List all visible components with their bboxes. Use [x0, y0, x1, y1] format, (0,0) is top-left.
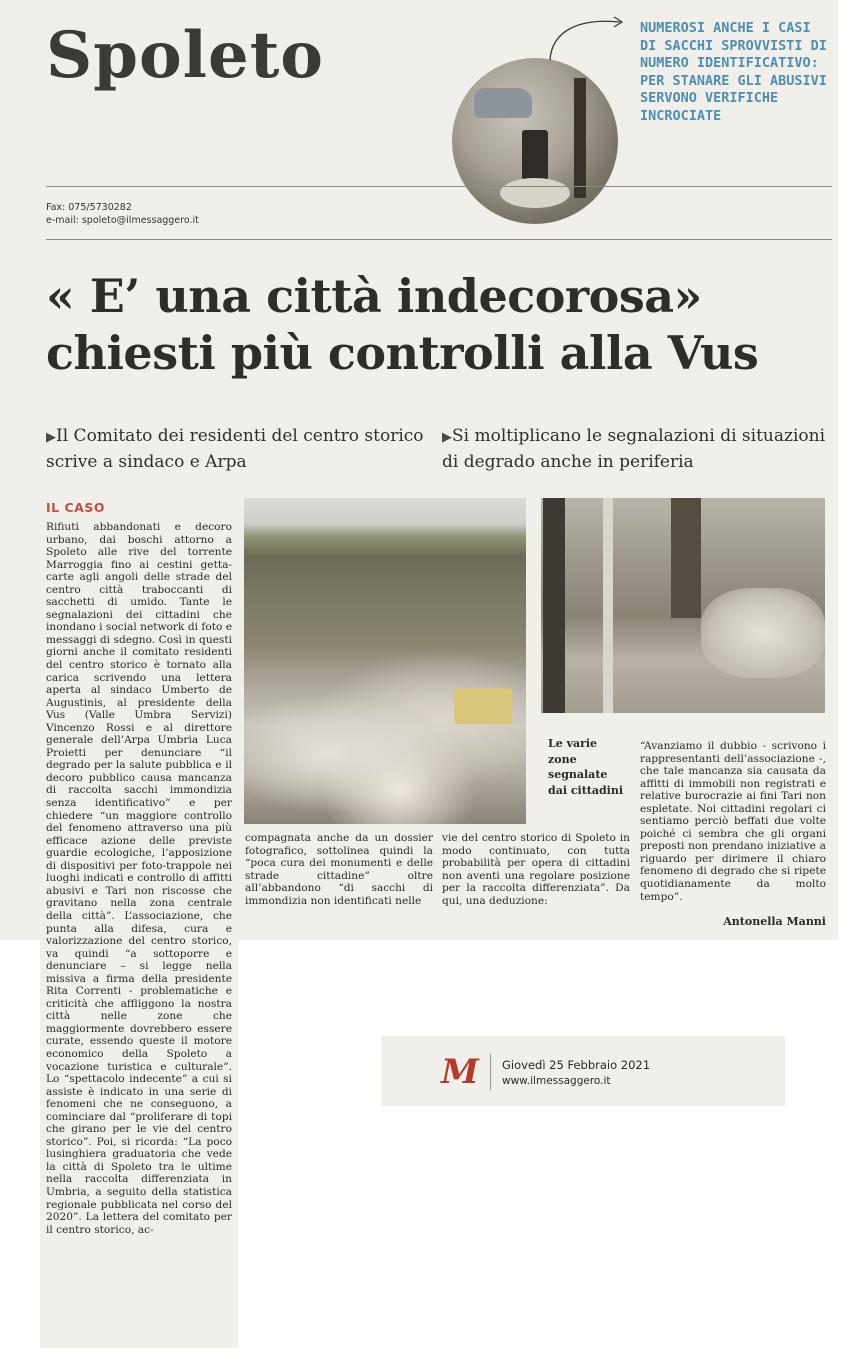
- tree-trunk: [543, 498, 565, 713]
- issue-date: Giovedì 25 Febbraio 2021: [502, 1058, 651, 1072]
- subhead-2-text: Si moltiplicano le segnalazioni di situazioni di degrado anche in periferia: [442, 426, 826, 472]
- photo-caption: Le varie zone segnalate dai cittadini: [548, 737, 624, 797]
- subhead-1-text: Il Comitato dei residenti del centro storico scrive a sindaco e Arpa: [46, 426, 424, 472]
- article-column-1-text: Rifiuti abbandonati e decoro urbano, dai boschi attorno a Spoleto alle rive del torrente Marroggia fino ai cestini getta-carte agli angoli delle strade del centro città traboccanti di sacchetti di umido. Tante le segnalazioni dei cittadini che inondano i social network di foto e messaggi di sdegno. Così in questi giorni anche il comitato residenti del centro storico è tornato alla carica scrivendo una lettera aperta al sindaco Umberto de Augustinis, al presidente della Vus (Valle Umbra Servizi) Vincenzo Rossi e al direttore generale dell’Arpa Umbria Luca Proietti per denunciare “il degrado per la salute pubblica e il decoro pubblico causa mancanza di raccolta sacchi immondizia senza identificativo” e per chiedere “un maggiore controllo del fenomeno attraverso una più efficace azione delle previste guardie ecologiche, l’apposizione di dispositivi per foto-trappole nei luoghi indicati e controllo di affitti abusivi e Tari non riscosse che gravitano nella zona centrale della città”. L’associazione, che punta alla difesa, cura e valorizzazione del centro storico, va quindi “a sottoporre e denunciare – si legge nella missiva a firma della presidente Rita Correnti - problematiche e criticità che affliggono la nostra città nelle zone che maggiormente dovrebbero essere curate, essendo queste il motore economico della Spoleto a vocazione turistica e culturale”. Lo “spettacolo indecente” a cui si assiste è indicato in una serie di fenomeni che ne conseguono, a cominciare dal “proliferare di topi che girano per le vie del centro storico”. Poi, si ricorda: “La poco lusinghiera graduatoria che vede la città di Spoleto tra le ultime nella raccolta differenziata in Umbria, a seguito della statistica regionale pubblicata nel corso del 2020”. La lettera del comitato per il centro storico, ac-: [46, 521, 232, 1236]
- article-column-2: [245, 832, 433, 936]
- article-column-4: [640, 740, 826, 920]
- article-column-2-text: compagnata anche da un dossier fotografico, sottolinea quindi la “poca cura dei monumenti e delle strade cittadine” oltre all’abbandono “di sacchi di immondizia non identificati nelle: [245, 832, 433, 907]
- litter-pile: [701, 588, 825, 678]
- website-url: www.ilmessaggero.it: [502, 1075, 611, 1087]
- headline-line-1: « E’ una città indecorosa»: [46, 269, 702, 323]
- teaser-text: NUMEROSI ANCHE I CASI DI SACCHI SPROVVISTI DI NUMERO IDENTIFICATIVO: PER STANARE GLI ABUSIVI SERVONO VERIFICHE INCROCIATE: [640, 20, 827, 124]
- email-address: e-mail: spoleto@ilmessaggero.it: [46, 215, 199, 226]
- article-column-3-text: vie del centro storico di Spoleto in modo continuato, con tutta probabilità per opera di cittadini non aventi una regolare posizione per la raccolta differenziata”. Da qui, una deduzione:: [442, 832, 630, 907]
- byline: Antonella Manni: [723, 915, 826, 928]
- curved-arrow-icon: [540, 10, 630, 70]
- triangle-bullet-icon: ▶: [442, 430, 452, 445]
- car-shape: [474, 88, 532, 118]
- headline-line-2: chiesti più controlli alla Vus: [46, 326, 759, 380]
- divider-top: [46, 186, 832, 187]
- circle-photo: [452, 58, 618, 224]
- headline: [46, 268, 836, 382]
- photo-riverbank-waste: [244, 498, 526, 824]
- triangle-bullet-icon: ▶: [46, 430, 56, 445]
- article-column-1: [46, 521, 232, 1343]
- kicker-label: IL CASO: [46, 500, 105, 515]
- subhead-2: [442, 424, 837, 474]
- masthead-divider: [490, 1054, 491, 1090]
- photo-woods-waste: [541, 498, 825, 713]
- trash-shape: [500, 178, 570, 208]
- tree-trunk: [671, 498, 701, 618]
- waste-pile: [244, 648, 526, 824]
- tree-shape: [574, 78, 586, 198]
- divider-contacts: [46, 239, 832, 240]
- article-column-3: [442, 832, 630, 936]
- subhead-1: [46, 424, 426, 474]
- contacts: [46, 201, 199, 227]
- bin-shape: [522, 130, 548, 180]
- tree-trunk: [603, 498, 613, 713]
- newspaper-logo: M: [441, 1052, 479, 1092]
- section-title: Spoleto: [46, 18, 324, 93]
- yellow-crate: [454, 688, 512, 724]
- fax-number: Fax: 075/5730282: [46, 202, 132, 213]
- article-column-4-text: “Avanziamo il dubbio - scrivono i rappresentanti dell’associazione -, che tale mancanza sia causata da affitti di immobili non registrati e relative burocrazie ai fini Tari non espletate. Noi cittadini regolari ci sentiamo perciò beffati due volte poiché ci sembra che gli organi preposti non prendano iniziative a riguardo per dirimere il chiaro fenomeno di degrado che si ripete quotidianamente da molto tempo”.: [640, 740, 826, 903]
